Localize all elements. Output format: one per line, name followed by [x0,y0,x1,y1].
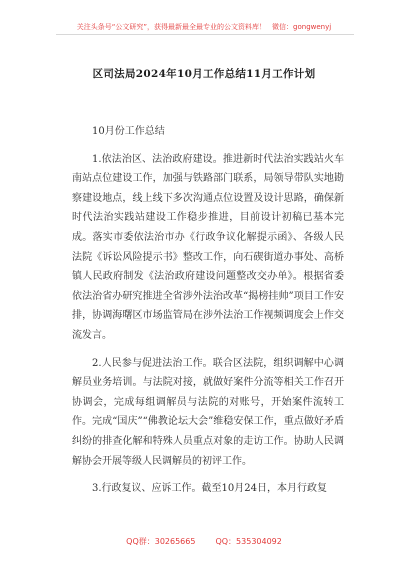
contact-footer [0,536,408,548]
document-body [72,122,344,499]
header-divider [56,34,354,35]
body-paragraph: 3.行政复议、应诉工作。截至10月24日，本月行政复 [92,483,327,495]
qq-contact-text: QQ：535304092 [215,537,282,546]
promo-header [0,22,408,32]
section-heading: 10月份工作总结 [92,126,165,137]
wechat-text: 微信：gongwenyj [272,23,332,31]
body-paragraph: 2.人民参与促进法治工作。联合区法院，组织调解中心调解员业务培训。与法院对接，就做好案件分流等相关工作召开协调会，完成每组调解员与法院的对账号，开始案件流转工作。完成“国庆”“佛教论坛大会”维稳安保工作，重点做好矛盾纠纷的排查化解和特殊人员重点对象的走访工作。协助人民调解协会开展等级人民调解员的初评工作。 [72,357,344,467]
qq-group-text: QQ群：30265665 [126,537,196,546]
body-paragraph: 1.依法治区、法治政府建设。推进新时代法治实践站火车南站点位建设工作，加强与铁路部门联系，局领导带队实地勘察建设地点，线上线下多次沟通点位设置及设计思路，确保新时代法治实践站建设工作稳步推进，目前设计初稿已基本完成。落实市委依法治市办《行政争议化解提示函》、各级人民法院《诉讼风险提示书》整改工作，向石碶街道办事处、高桥镇人民政府制发《法治政府建设问题整改交办单》。根据省委依法治省办研究推进全省涉外法治改革“揭榜挂帅”项目工作安排，协调海曙区市场监管局在涉外法治工作视频调度会上作交流发言。 [72,153,344,341]
promo-text: 关注头条号“公文研究”，获得最新最全最专业的公文资料库！ [76,23,267,31]
document-title: 区司法局2024年10月工作总结11月工作计划 [92,68,316,80]
